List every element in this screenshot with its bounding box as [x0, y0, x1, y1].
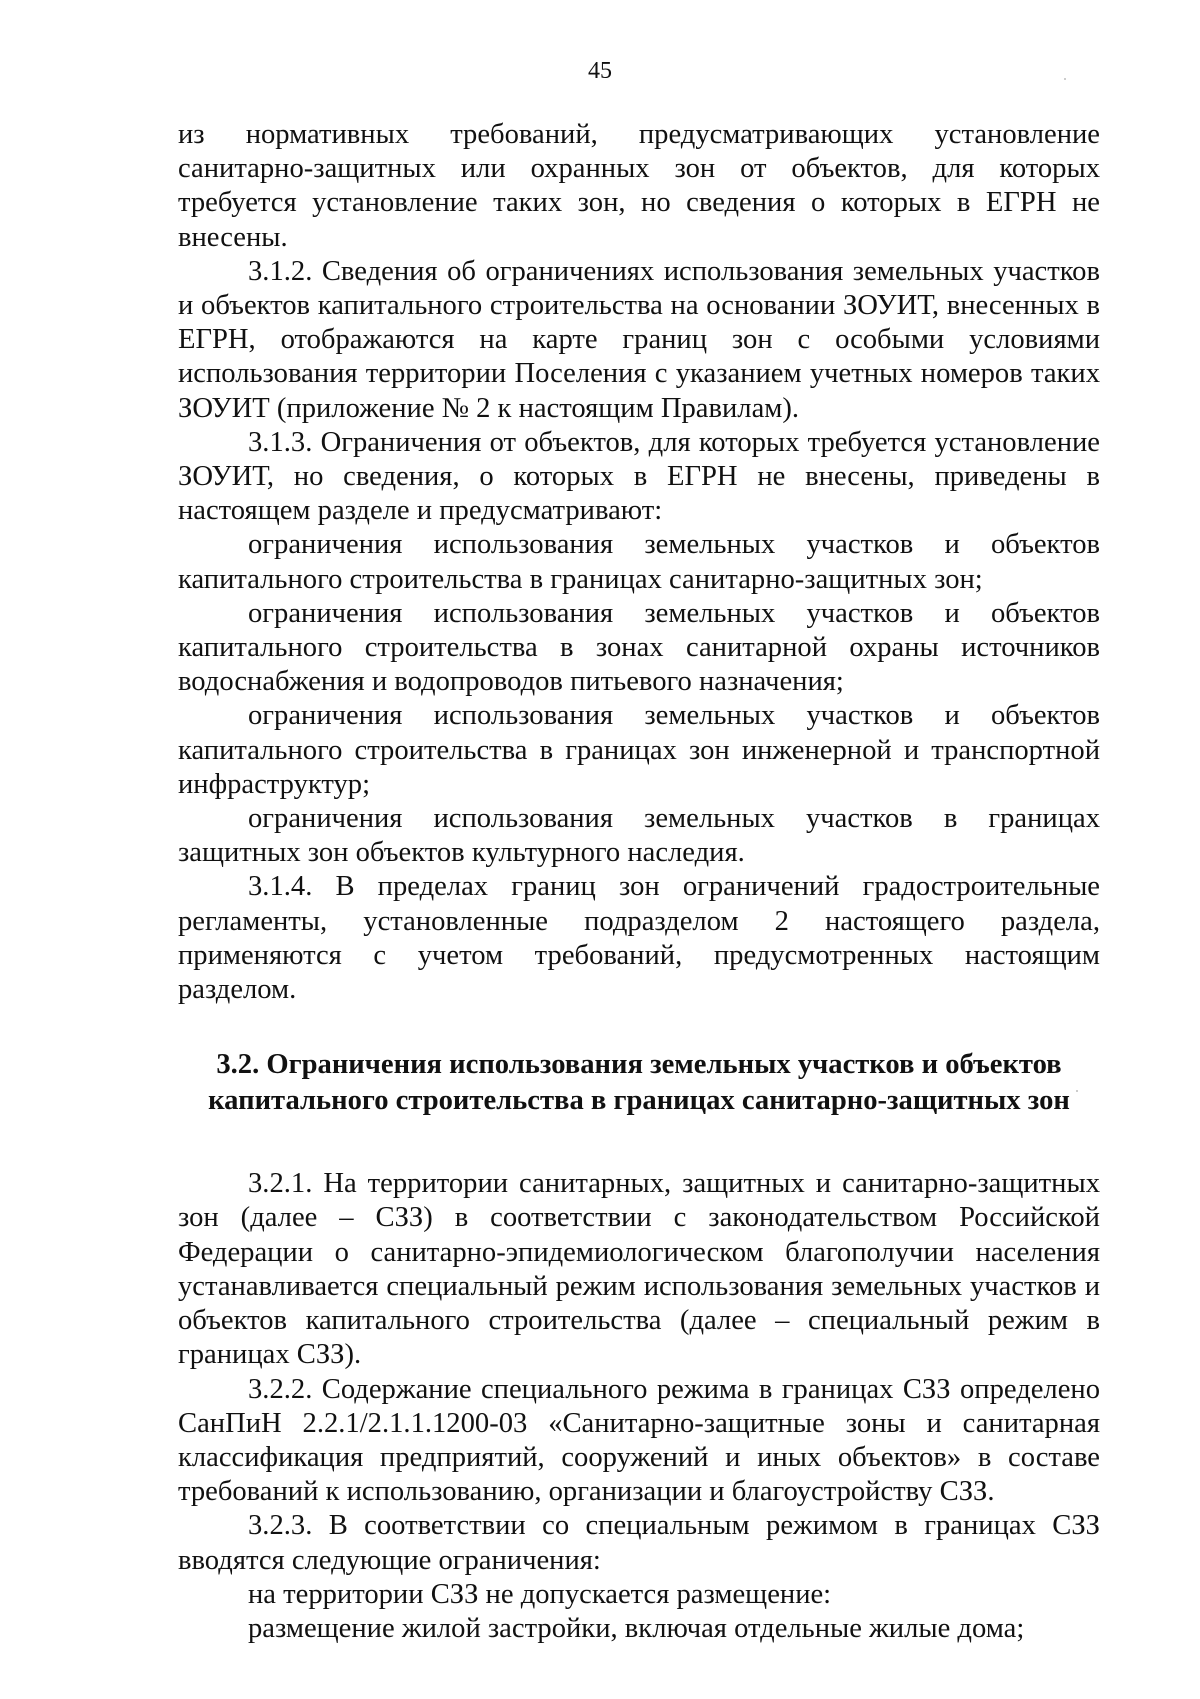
paragraph-3-2-2: 3.2.2. Содержание специального режима в границах СЗЗ определено СанПиН 2.2.1/2.1.1.1200-03 «Санитарно-защитные зоны и санитарная классификация предприятий, сооружений и иных объектов» в составе требований к использованию, организации и благоустройству СЗЗ. — [178, 1373, 1100, 1508]
document-body — [178, 118, 1100, 1646]
section-heading-3-2: 3.2. Ограничения использования земельных участков и объектов капитального строительства в границах санитарно-защитных зон — [208, 1049, 1070, 1117]
paragraph-3-1-4: 3.1.4. В пределах границ зон ограничений градостроительные регламенты, установленные подразделом 2 настоящего раздела, применяются с учетом требований, предусмотренных настоящим разделом. — [178, 871, 1100, 1006]
paragraph-continuation: из нормативных требований, предусматривающих установление санитарно-защитных или охранных зон от объектов, для которых требуется установление таких зон, но сведения о которых в ЕГРН не внесены. — [178, 119, 1100, 253]
paragraph-3-2-1: 3.2.1. На территории санитарных, защитных и санитарно-защитных зон (далее – СЗЗ) в соответствии с законодательством Российской Федерации о санитарно-эпидемиологическом благополучии населения устанавливается специальный режим использования земельных участков и объектов капитального строительства (далее – специальный режим в границах СЗЗ). — [178, 1168, 1100, 1371]
list-item-water-protection: ограничения использования земельных участков и объектов капитального строительства в зонах санитарной охраны источников водоснабжения и водопроводов питьевого назначения; — [178, 597, 1100, 698]
paragraph-3-1-2: 3.1.2. Сведения об ограничениях использования земельных участков и объектов капитального строительства на основании ЗОУИТ, внесенных в ЕГРН, отображаются на карте границ зон с особыми условиями использования территории Поселения с указанием учетных номеров таких ЗОУИТ (приложение № 2 к настоящим Правилам). — [178, 255, 1100, 424]
page-number: 45 — [588, 58, 612, 84]
list-item-residential: размещение жилой застройки, включая отдельные жилые дома; — [248, 1612, 1025, 1644]
paragraph-3-2-3: 3.2.3. В соответствии со специальным режимом в границах СЗЗ вводятся следующие ограничения: — [178, 1510, 1100, 1576]
list-item-cultural-heritage: ограничения использования земельных участков в границах защитных зон объектов культурного наследия. — [178, 803, 1100, 869]
scan-speck — [1064, 78, 1066, 80]
list-item-infrastructure: ограничения использования земельных участков и объектов капитального строительства в границах зон инженерной и транспортной инфраструктур; — [178, 700, 1100, 800]
paragraph-3-1-3: 3.1.3. Ограничения от объектов, для которых требуется установление ЗОУИТ, но сведения, о которых в ЕГРН не внесены, приведены в настоящем разделе и предусматривают: — [178, 426, 1100, 527]
list-intro: на территории СЗЗ не допускается размещение: — [248, 1578, 832, 1610]
scan-speck — [1076, 1090, 1078, 1092]
list-item-sanitary-zones: ограничения использования земельных участков и объектов капитального строительства в границах санитарно-защитных зон; — [178, 529, 1100, 595]
